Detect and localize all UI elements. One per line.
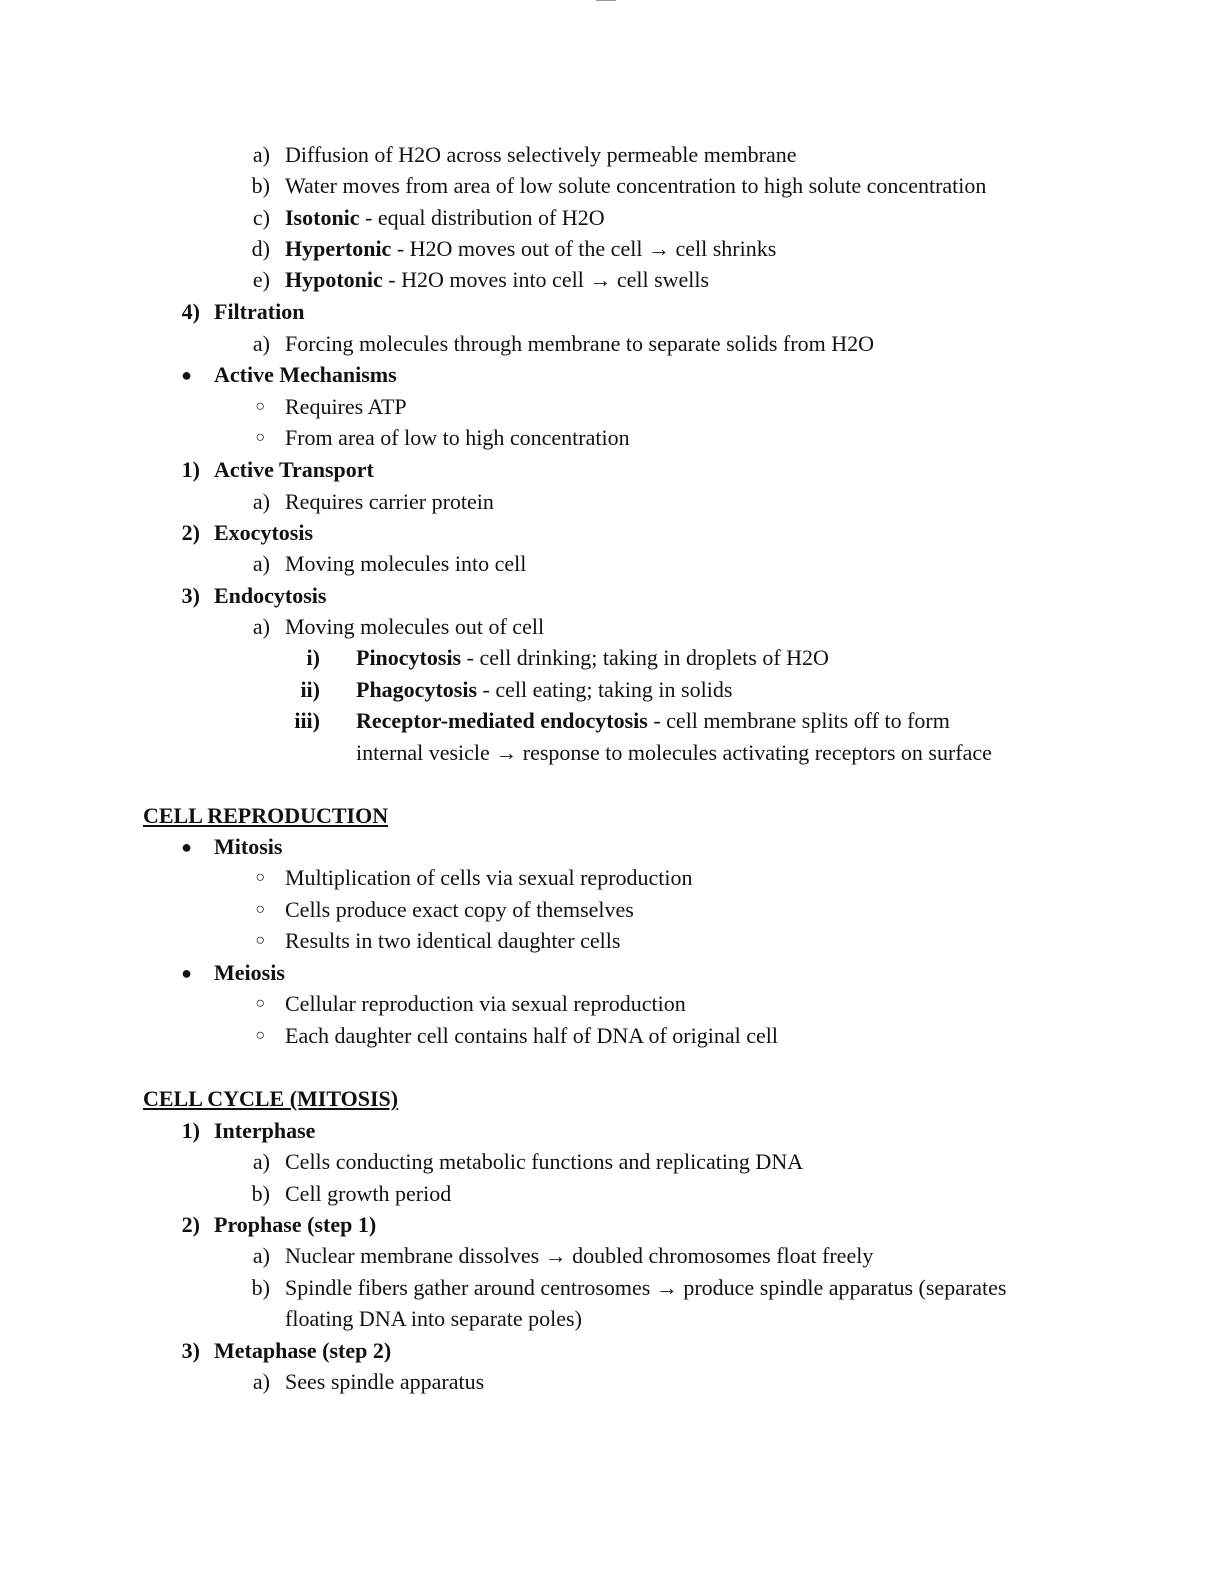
bullet-icon: ● [181,963,192,983]
term: Isotonic [285,205,360,230]
bullet-icon: ● [181,365,192,385]
circle-bullet-icon: ○ [255,901,265,918]
circle-bullet-icon: ○ [255,429,265,446]
term: Phagocytosis [356,677,477,702]
circle-bullet-icon: ○ [255,932,265,949]
circle-bullet-icon: ○ [255,398,265,415]
bullet-icon: ● [181,837,192,857]
page-top-mark [596,0,616,1]
circle-bullet-icon: ○ [255,1027,265,1044]
circle-bullet-icon: ○ [255,995,265,1012]
term: Pinocytosis [356,645,462,670]
circle-bullet-icon: ○ [255,869,265,886]
term: Hypertonic [285,236,392,261]
term: Receptor-mediated endocytosis [356,708,648,733]
term: Hypotonic [285,267,383,292]
document-page: a) Diffusion of H2O across selectively permeable membrane b) Water moves from area of low solute concentration to high solute concentration c) Isotonic - equal distribution of H2O d) Hypertonic - H2O moves out of the cell → cell shrinks e) Hypotonic - H2O moves into cell → cell swells 4) Filtration a) Forcing molecules through membrane to separate solids from H2O ● Active Mechanisms ○ Requires ATP ○ From area of low to high concentration 1) Active Transport a) Requires carrier protein 2) Exocytosis a) Moving molecules into cell 3) Endocytosis a) Moving molecules out of cell i) Pinocytosis - cell drinking; taking in droplets of H2O ii) Phagocytosis - cell eating; taking in solids iii) Receptor-mediated endocytosis - cell membrane splits off to form internal vesicle → response to molecules activating receptors on surface CELL REPRODUCTION ● Mitosis ○ Multiplication of cells via sexual reproduction ○ Cells produce exact copy of themselves ○ Results in two identical daughter cells ● Meiosis ○ Cellular reproduction via sexual reproduction ○ Each daughter cell contains half of DNA of original cell CELL CYCLE (MITOSIS) 1) Interphase a) Cells conducting metabolic functions and replicating DNA b) Cell growth period 2) Prophase (step 1) a) Nuclear membrane dissolves → doubled chromosomes float freely b) Spindle fibers gather around centrosomes → produce spindle apparatus (separates floating DNA into separate poles) 3) Metaphase (step 2) a) Sees spindle apparatus [0,0,1224,1584]
section-heading: CELL REPRODUCTION [143,803,389,828]
section-heading: CELL CYCLE (MITOSIS) [143,1086,399,1111]
